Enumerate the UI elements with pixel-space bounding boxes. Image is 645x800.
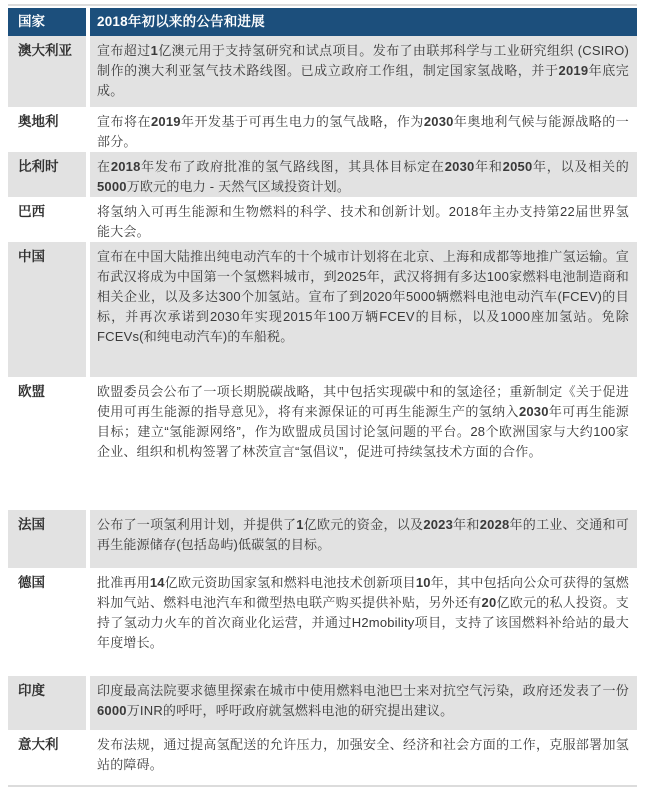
table-row-france — [8, 510, 637, 568]
header-country: 国家 — [8, 8, 86, 36]
announcement-cell: 在2018年发布了政府批准的氢气路线图，其具体目标定在2030年和2050年，以及相关的5000万欧元的电力 - 天然气区域投资计划。 — [90, 152, 637, 197]
announcement-cell: 印度最高法院要求德里探索在城市中使用燃料电池巴士来对抗空气污染，政府还发表了一份6000万INR的呼吁，呼吁政府就氢燃料电池的研究提出建议。 — [90, 676, 637, 730]
hydrogen-progress-table — [8, 8, 637, 782]
country-cell: 德国 — [18, 575, 45, 590]
announcement-cell: 宣布将在2019年开发基于可再生电力的氢气战略，作为2030年奥地利气候与能源战略的一部分。 — [97, 114, 629, 149]
announcement-cell: 将氢纳入可再生能源和生物燃料的科学、技术和创新计划。2018年主办支持第22届世界氢能大会。 — [97, 204, 629, 239]
table-body — [8, 36, 637, 782]
table-row-eu — [8, 377, 637, 510]
country-cell: 欧盟 — [18, 384, 45, 399]
top-divider — [8, 4, 637, 6]
table-row-italy — [8, 730, 637, 782]
announcement-cell: 发布法规，通过提高氢配送的允许压力，加强安全、经济和社会方面的工作，克服部署加氢站的障碍。 — [97, 737, 629, 772]
country-cell: 比利时 — [8, 152, 86, 197]
country-cell: 印度 — [8, 676, 86, 730]
table-row-germany — [8, 568, 637, 676]
announcement-cell: 批准再用14亿欧元资助国家氢和燃料电池技术创新项目10年，其中包括向公众可获得的氢燃料加气站、燃料电池汽车和微型热电联产购买提供补贴，另外还有20亿欧元的私人投资。支持了氢动力火车的首次商业化运营，并通过H2mobility项目，支持了该国燃料补给站的最大年度增长。 — [97, 575, 629, 650]
country-cell: 意大利 — [18, 737, 59, 752]
announcement-cell: 欧盟委员会公布了一项长期脱碳战略，其中包括实现碳中和的氢途径；重新制定《关于促进使用可再生能源的指导意见》，将有来源保证的可再生能源生产的氢纳入2030年可再生能源目标；建立“氢能源网络”，作为欧盟成员国讨论氢问题的平台。28个欧洲国家与大约100家企业、组织和机构签署了林茨宣言“氢倡议”，促进可持续氢技术方面的合作。 — [97, 384, 630, 459]
table-row-brazil — [8, 197, 637, 242]
table-row-australia — [8, 36, 637, 107]
table-header-row — [8, 8, 637, 36]
table-row-china — [8, 242, 637, 377]
announcement-cell: 宣布在中国大陆推出纯电动汽车的十个城市计划将在北京、上海和成都等地推广氢运输。宣布武汉将成为中国第一个氢燃料城市，到2025年，武汉将拥有多达100家燃料电池制造商和相关企业，以及多达300个加氢站。宣布了到2020年5000辆燃料电池电动汽车(FCEV)的目标，并再次承诺到2030年实现2015年100万辆FCEV的目标，以及1000座加氢站。免除FCEVs(和纯电动汽车)的车船税。 — [90, 242, 637, 377]
country-cell: 中国 — [8, 242, 86, 377]
country-cell: 法国 — [8, 510, 86, 568]
country-cell: 澳大利亚 — [8, 36, 86, 107]
country-cell: 奥地利 — [18, 114, 59, 129]
table-row-india — [8, 676, 637, 730]
announcement-cell: 宣布超过1亿澳元用于支持氢研究和试点项目。发布了由联邦科学与工业研究组织 (CSIRO) 制作的澳大利亚氢气技术路线图。已成立政府工作组，制定国家氢战略，并于2019年底完成。 — [90, 36, 637, 107]
country-cell: 巴西 — [18, 204, 45, 219]
bottom-divider — [8, 785, 637, 787]
announcement-cell: 公布了一项氢利用计划，并提供了1亿欧元的资金，以及2023年和2028年的工业、交通和可再生能源储存(包括岛屿)低碳氢的目标。 — [90, 510, 637, 568]
header-progress: 2018年初以来的公告和进展 — [90, 8, 637, 36]
table-row-belgium — [8, 152, 637, 197]
table-row-austria — [8, 107, 637, 152]
